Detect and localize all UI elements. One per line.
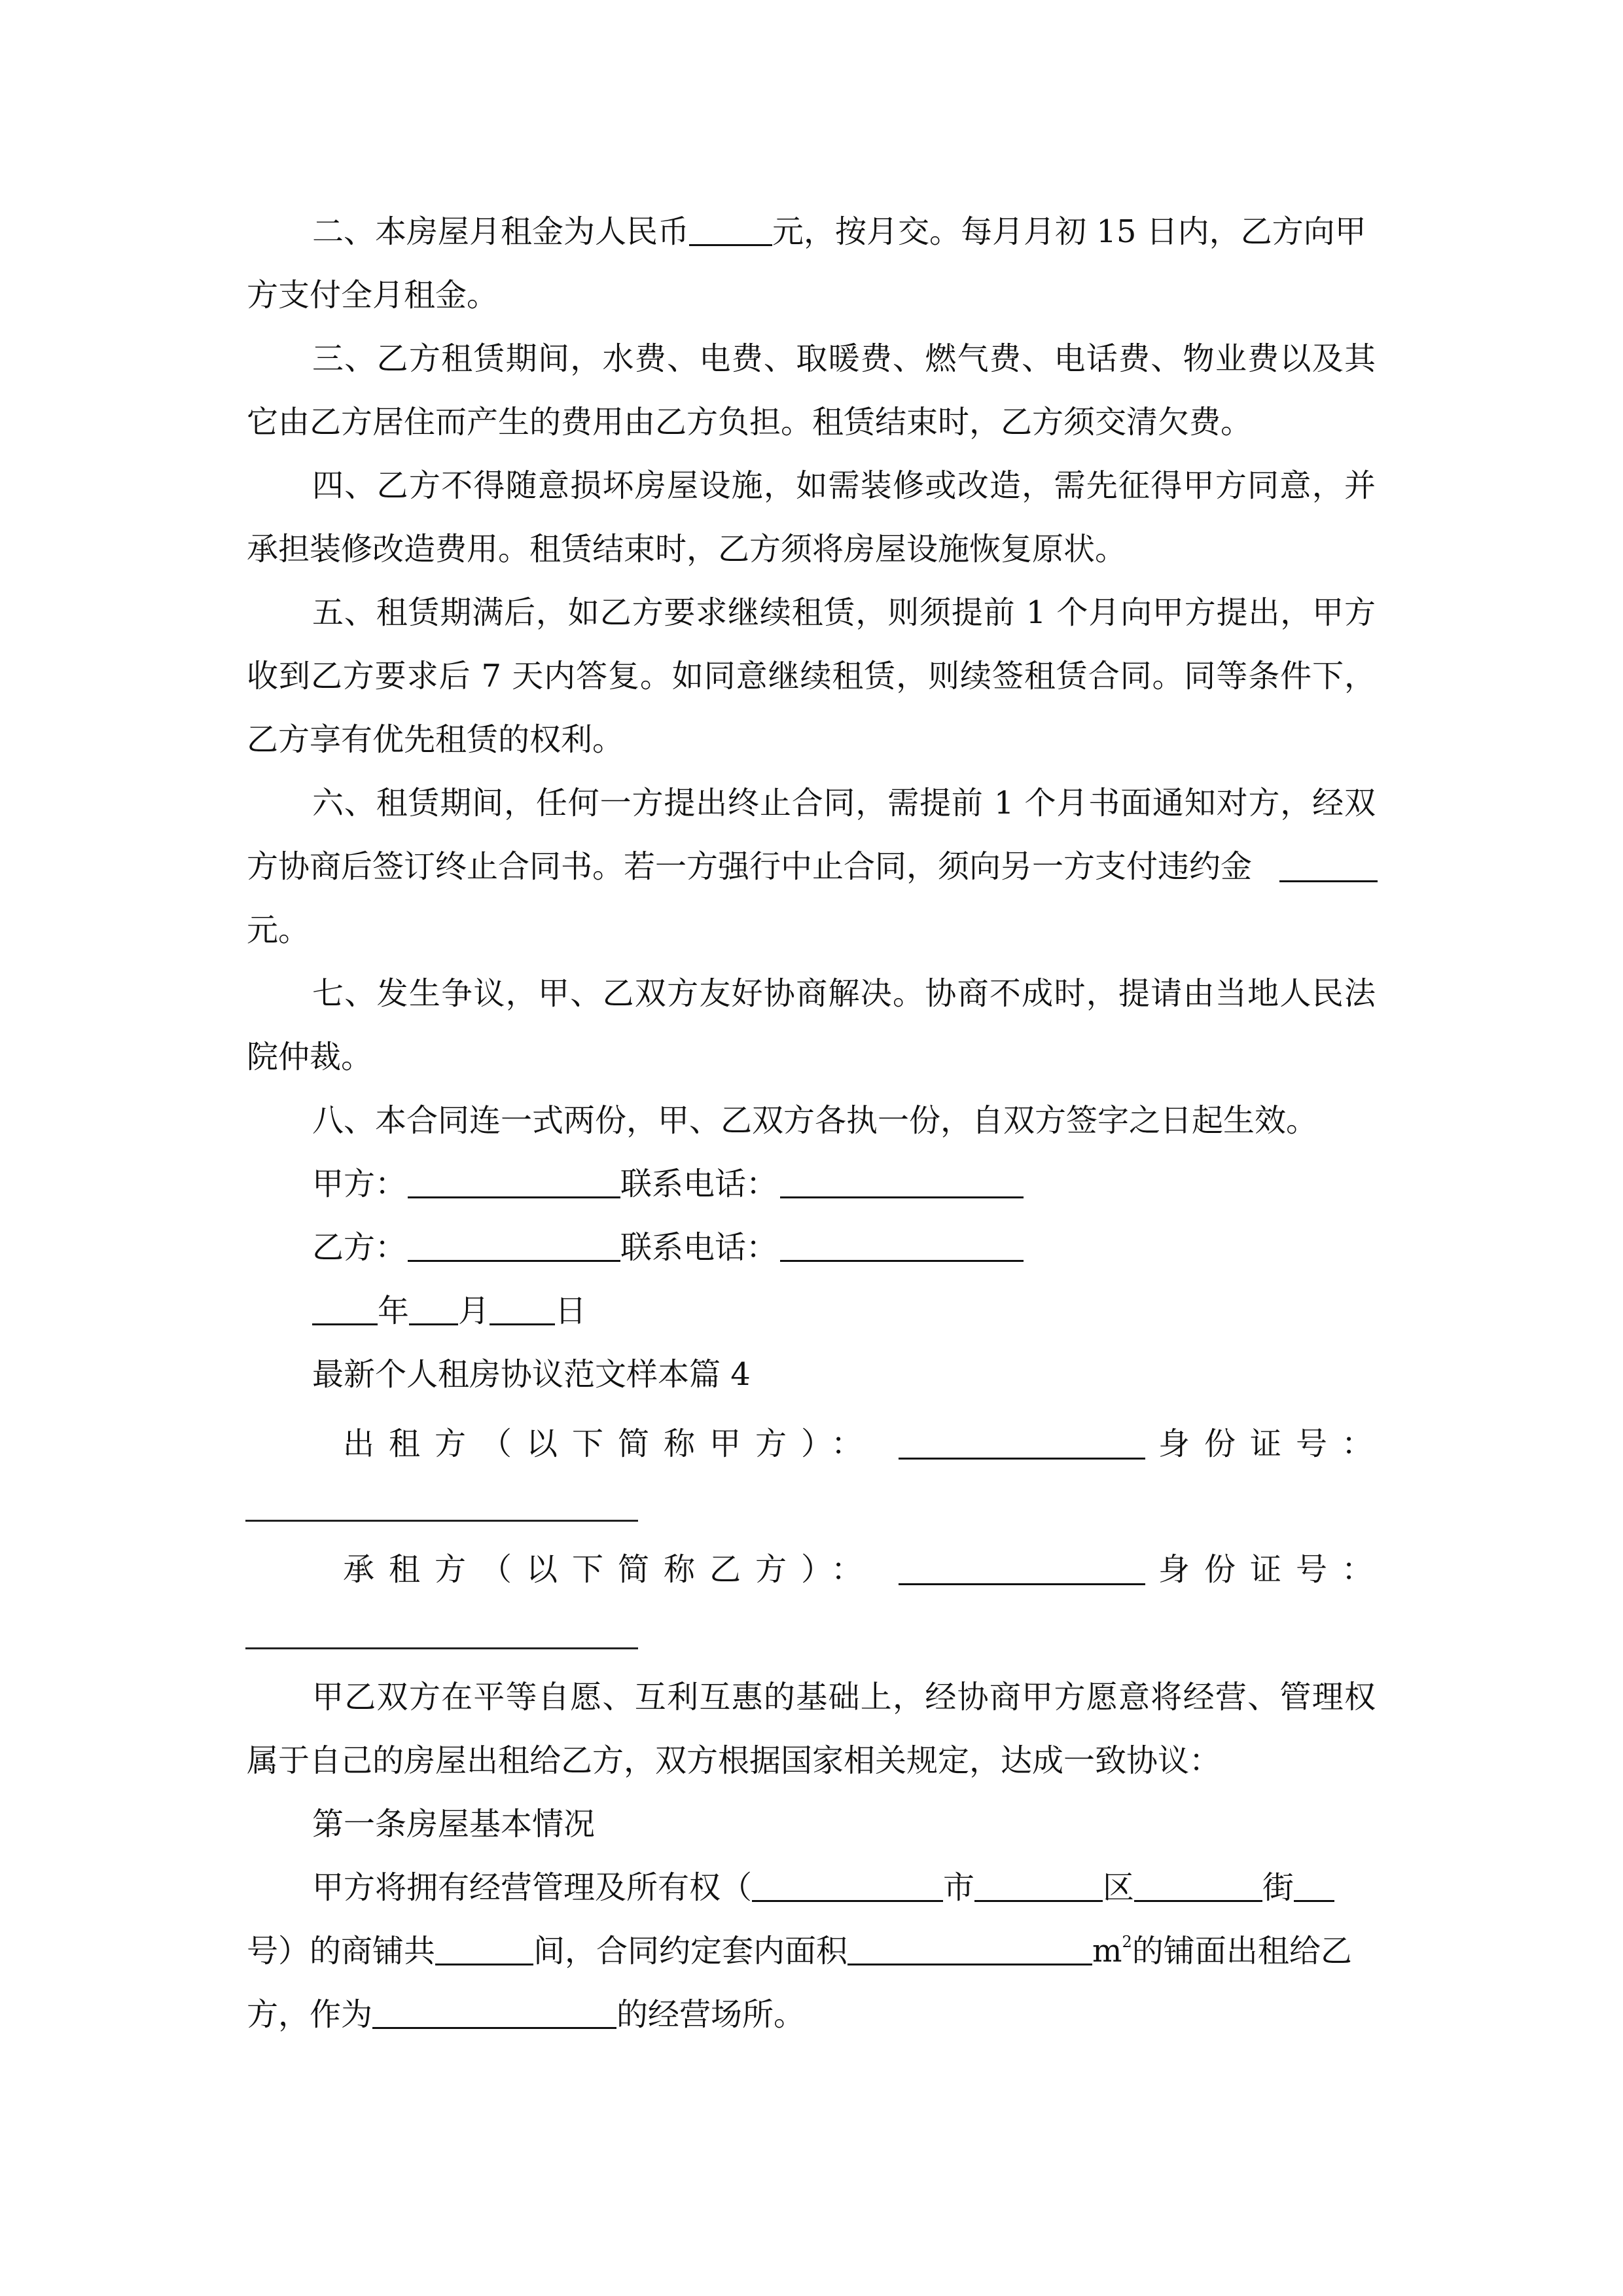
article-text: 的铺面出租给乙 [1132, 1933, 1352, 1969]
party-a-label: 甲方： [312, 1166, 407, 1202]
lessor-name-blank[interactable] [899, 1431, 1145, 1460]
clause-5-line-2: 收到乙方要求后 7 天内答复。如同意继续租赁，则续签租赁合同。同等条件下， [247, 658, 1376, 694]
district-blank[interactable] [974, 1874, 1103, 1902]
lessor-label: 出租方（以下简称甲方）： [343, 1426, 878, 1462]
party-b-phone-blank[interactable] [780, 1234, 1024, 1262]
clause-text: 二、本房屋月租金为人民币 [312, 213, 690, 250]
clause-2-line-2: 方支付全月租金。 [247, 277, 499, 314]
clause-4-line-1: 四、乙方不得随意损坏房屋设施，如需装修或改造，需先征得甲方同意，并 [312, 467, 1376, 504]
lessee-label: 承租方（以下简称乙方）： [343, 1551, 878, 1588]
clause-7-line-2: 院仲裁。 [247, 1039, 373, 1075]
day-label: 日 [555, 1293, 587, 1329]
clause-6-line-2 [247, 835, 1376, 899]
area-unit [1092, 1933, 1132, 1969]
clause-8-line-1: 八、本合同连一式两份，甲、乙双方各执一份，自双方签字之日起生效。 [312, 1102, 1318, 1139]
clause-text: 元，按月交。每月月初 15 日内，乙方向甲 [772, 213, 1366, 250]
clause-7-line-1: 七、发生争议，甲、乙双方友好协商解决。协商不成时，提请由当地人民法 [312, 975, 1376, 1012]
lessee-name-blank[interactable] [899, 1557, 1145, 1585]
shop-count-blank[interactable] [435, 1937, 533, 1965]
city-blank[interactable] [752, 1874, 943, 1902]
lessee-id-blank[interactable] [245, 1647, 638, 1649]
article-text: 甲方将拥有经营管理及所有权（ [312, 1869, 753, 1906]
day-blank[interactable] [490, 1297, 555, 1325]
section-title: 最新个人租房协议范文样本篇 4 [312, 1356, 751, 1393]
clause-6-line-3: 元。 [247, 912, 310, 948]
intro-line-1: 甲乙双方在平等自愿、互利互惠的基础上，经协商甲方愿意将经营、管理权 [312, 1679, 1376, 1715]
id-number-label: 身份证号： [1158, 1426, 1388, 1462]
clause-2-line-1 [312, 200, 1366, 264]
party-a-phone-blank[interactable] [780, 1170, 1024, 1198]
phone-label: 联系电话： [620, 1166, 778, 1202]
district-label: 区 [1103, 1869, 1135, 1906]
penalty-amount-blank[interactable] [1279, 854, 1378, 882]
clause-6-line-1: 六、租赁期间，任何一方提出终止合同，需提前 1 个月书面通知对方，经双 [312, 785, 1376, 821]
unit-superscript: 2 [1122, 1933, 1132, 1951]
unit-m: m [1092, 1933, 1122, 1969]
article-1-line-2 [247, 1920, 1352, 1983]
business-purpose-blank[interactable] [372, 2001, 616, 2029]
clause-5-line-3: 乙方享有优先租赁的权利。 [247, 721, 624, 758]
lessee-line [343, 1538, 1388, 1602]
number-blank[interactable] [1294, 1874, 1334, 1902]
month-label: 月 [458, 1293, 490, 1329]
party-a-signature-line [312, 1153, 1024, 1216]
area-blank[interactable] [847, 1937, 1092, 1965]
clause-text: 方协商后签订终止合同书。若一方强行中止合同，须向另一方支付违约金 [247, 848, 1253, 885]
party-a-name-blank[interactable] [408, 1170, 620, 1198]
party-b-name-blank[interactable] [408, 1234, 620, 1262]
party-b-label: 乙方： [312, 1229, 407, 1266]
street-label: 街 [1262, 1869, 1294, 1906]
phone-label: 联系电话： [620, 1229, 778, 1266]
lessor-line [343, 1412, 1388, 1476]
street-blank[interactable] [1134, 1874, 1262, 1902]
date-line [312, 1280, 586, 1343]
intro-line-2: 属于自己的房屋出租给乙方，双方根据国家相关规定，达成一致协议： [247, 1742, 1221, 1779]
monthly-rent-blank[interactable] [689, 218, 772, 246]
article-text: 方，作为 [247, 1996, 373, 2033]
clause-3-line-1: 三、乙方租赁期间，水费、电费、取暖费、燃气费、电话费、物业费以及其 [312, 340, 1376, 377]
article-text: 号）的商铺共 [247, 1933, 436, 1969]
lessor-id-blank[interactable] [245, 1520, 638, 1522]
article-1-line-3 [247, 1983, 805, 2047]
article-1-title: 第一条房屋基本情况 [312, 1806, 596, 1842]
party-b-signature-line [312, 1216, 1024, 1280]
id-number-label: 身份证号： [1158, 1551, 1388, 1588]
clause-4-line-2: 承担装修改造费用。租赁结束时，乙方须将房屋设施恢复原状。 [247, 531, 1127, 567]
month-blank[interactable] [409, 1297, 458, 1325]
clause-3-line-2: 它由乙方居住而产生的费用由乙方负担。租赁结束时，乙方须交清欠费。 [247, 404, 1253, 440]
article-text: 的经营场所。 [616, 1996, 806, 2033]
city-label: 市 [943, 1869, 975, 1906]
year-label: 年 [378, 1293, 410, 1329]
article-1-line-1 [312, 1856, 1376, 1920]
clause-5-line-1: 五、租赁期满后，如乙方要求继续租赁，则须提前 1 个月向甲方提出，甲方 [312, 594, 1376, 631]
article-text: 间，合同约定套内面积 [533, 1933, 848, 1969]
year-blank[interactable] [312, 1297, 378, 1325]
